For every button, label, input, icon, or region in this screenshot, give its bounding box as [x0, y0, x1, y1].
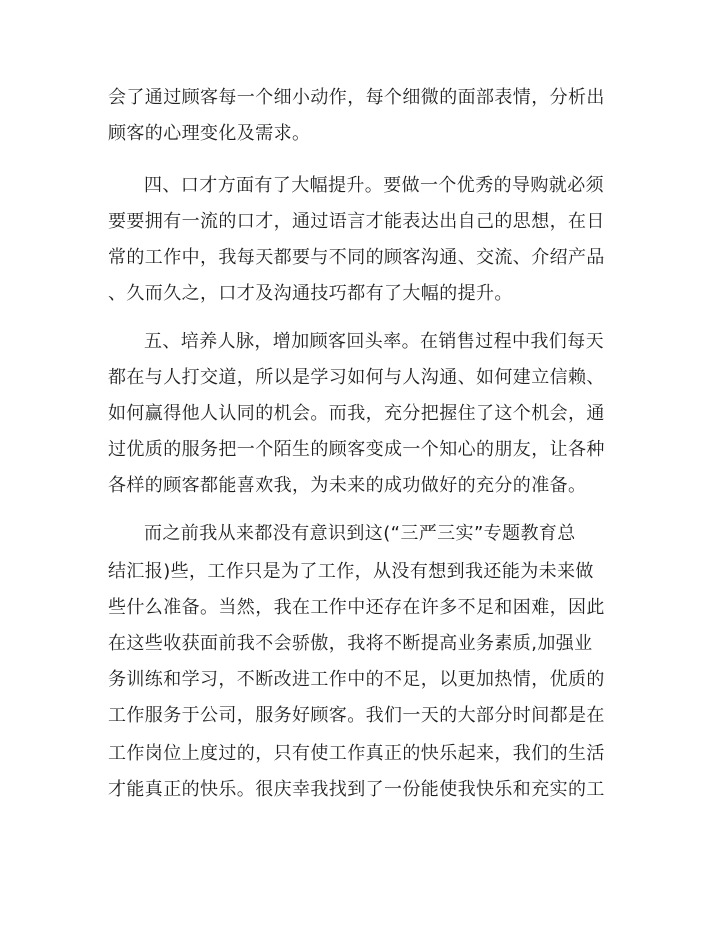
- text-line: 各样的顾客都能喜欢我，为未来的成功做好的充分的准备。: [108, 475, 587, 496]
- text-line: 些什么准备。当然，我在工作中还存在许多不足和困难，因此: [108, 597, 605, 618]
- text-line: 要要拥有一流的口才，通过语言才能表达出自己的思想，在日: [108, 211, 605, 232]
- text-line: 结汇报)些，工作只是为了工作，从没有想到我还能为未来做: [108, 561, 594, 582]
- text-line: 在这些收获面前我不会骄傲，我将不断提高业务素质,加强业: [108, 633, 593, 654]
- text-line: 务训练和学习，不断改进工作中的不足，以更加热情，优质的: [108, 669, 605, 690]
- text-line: 而之前我从来都没有意识到这(“三严三实”专题教育总: [144, 523, 576, 544]
- text-line: 过优质的服务把一个陌生的顾客变成一个知心的朋友，让各种: [108, 439, 605, 460]
- text-line: 常的工作中，我每天都要与不同的顾客沟通、交流、介绍产品: [108, 247, 605, 268]
- text-line: 都在与人打交道，所以是学习如何与人沟通、如何建立信赖、: [108, 367, 605, 388]
- text-line: 顾客的心理变化及需求。: [108, 123, 311, 144]
- text-line: 五、培养人脉，增加顾客回头率。在销售过程中我们每天: [144, 331, 604, 352]
- text-line: 如何赢得他人认同的机会。而我，充分把握住了这个机会，通: [108, 403, 605, 424]
- text-line: 才能真正的快乐。很庆幸我找到了一份能使我快乐和充实的工: [108, 779, 605, 800]
- text-line: 、久而久之，口才及沟通技巧都有了大幅的提升。: [108, 283, 513, 304]
- text-line: 工作岗位上度过的，只有使工作真正的快乐起来，我们的生活: [108, 743, 605, 764]
- text-line: 四、口才方面有了大幅提升。要做一个优秀的导购就必须: [144, 175, 604, 196]
- text-line: 工作服务于公司，服务好顾客。我们一天的大部分时间都是在: [108, 705, 605, 726]
- text-line: 会了通过顾客每一个细小动作，每个细微的面部表情，分析出: [108, 87, 605, 108]
